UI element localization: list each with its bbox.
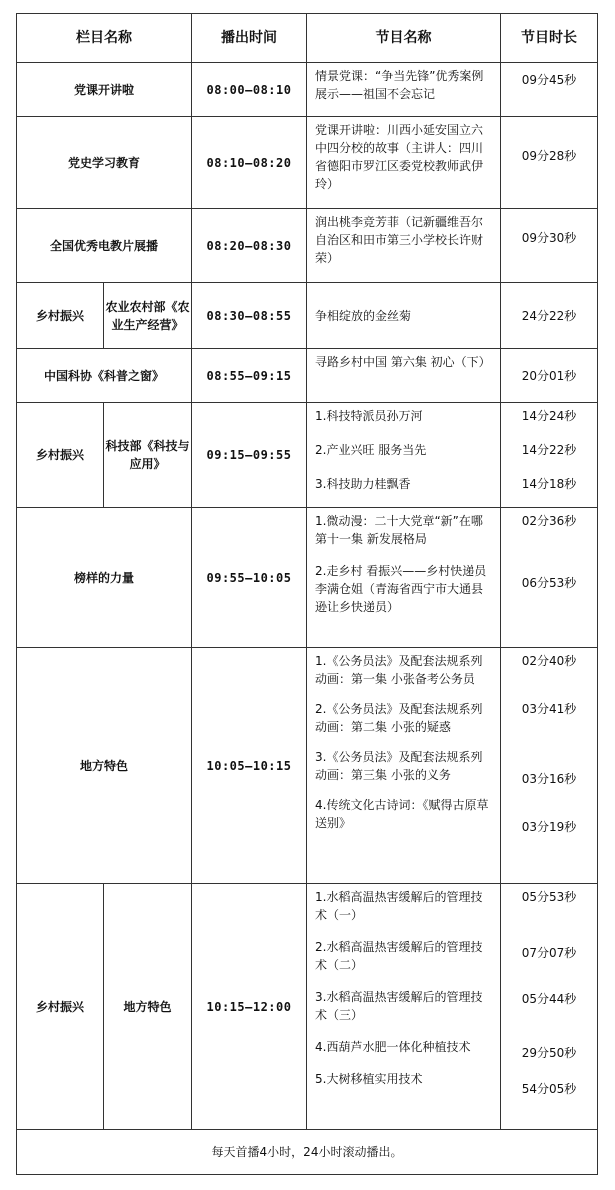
air-time: 09:15—09:55 bbox=[192, 403, 307, 508]
program-cell bbox=[307, 209, 501, 283]
duration-cell bbox=[501, 349, 598, 403]
header-duration: 节目时长 bbox=[501, 14, 598, 63]
header-program: 节目名称 bbox=[307, 14, 501, 63]
duration-cell bbox=[501, 117, 598, 209]
duration: 05分44秒 bbox=[521, 992, 577, 1006]
column-name: 党史学习教育 bbox=[17, 117, 192, 209]
air-time: 08:30—08:55 bbox=[192, 283, 307, 349]
column-name: 乡村振兴 bbox=[17, 884, 104, 1130]
program-title: 党课开讲啦：川西小延安国立六中四分校的故事（主讲人：四川省德阳市罗江区委党校教师武伊玲） bbox=[315, 123, 484, 191]
program-title: 4.西葫芦水肥一体化种植技术 bbox=[315, 1040, 471, 1054]
table-row bbox=[17, 349, 598, 403]
duration: 09分30秒 bbox=[521, 231, 577, 245]
header-column: 栏目名称 bbox=[17, 14, 192, 63]
duration: 03分19秒 bbox=[521, 820, 577, 834]
schedule-table bbox=[16, 13, 598, 1175]
duration: 14分18秒 bbox=[521, 477, 577, 491]
air-time: 10:05—10:15 bbox=[192, 648, 307, 884]
program-cell bbox=[307, 648, 501, 884]
air-time: 10:15—12:00 bbox=[192, 884, 307, 1130]
program-title: 1.水稻高温热害缓解后的管理技术（一） bbox=[315, 890, 483, 922]
header-row bbox=[17, 14, 598, 63]
table-row bbox=[17, 884, 598, 1130]
duration: 14分24秒 bbox=[521, 409, 577, 423]
table-row bbox=[17, 117, 598, 209]
duration: 20分01秒 bbox=[521, 368, 577, 383]
duration: 09分45秒 bbox=[521, 73, 577, 87]
program-title: 2.走乡村 看振兴——乡村快递员李满仓姐（青海省西宁市大通县逊让乡快递员） bbox=[315, 564, 487, 614]
footer-row bbox=[17, 1130, 598, 1175]
program-cell bbox=[307, 349, 501, 403]
duration: 05分53秒 bbox=[521, 890, 577, 904]
air-time: 08:10—08:20 bbox=[192, 117, 307, 209]
program-title: 寻路乡村中国 第六集 初心（下） bbox=[315, 355, 491, 369]
program-title: 3.《公务员法》及配套法规系列动画：第三集 小张的义务 bbox=[315, 750, 483, 782]
column-name: 榜样的力量 bbox=[17, 508, 192, 648]
program-cell bbox=[307, 403, 501, 508]
duration-cell bbox=[501, 403, 598, 508]
column-name: 党课开讲啦 bbox=[17, 63, 192, 117]
program-title: 2.《公务员法》及配套法规系列动画：第二集 小张的疑惑 bbox=[315, 702, 483, 734]
air-time: 08:55—09:15 bbox=[192, 349, 307, 403]
program-title: 润出桃李竞芳菲（记新疆维吾尔自治区和田市第三小学校长许财荣） bbox=[315, 215, 484, 265]
program-cell bbox=[307, 283, 501, 349]
table-row bbox=[17, 508, 598, 648]
column-name: 乡村振兴 bbox=[17, 403, 104, 508]
header-time: 播出时间 bbox=[192, 14, 307, 63]
table-row bbox=[17, 63, 598, 117]
sub-column-name: 科技部《科技与应用》 bbox=[104, 403, 192, 508]
column-name: 地方特色 bbox=[17, 648, 192, 884]
table-row bbox=[17, 403, 598, 508]
duration: 09分28秒 bbox=[521, 149, 577, 163]
program-title: 情景党课：“争当先锋”优秀案例展示——祖国不会忘记 bbox=[315, 69, 484, 101]
program-title: 1.科技特派员孙万河 bbox=[315, 409, 423, 423]
program-title: 2.水稻高温热害缓解后的管理技术（二） bbox=[315, 940, 483, 972]
table-row bbox=[17, 283, 598, 349]
duration: 06分53秒 bbox=[521, 576, 577, 590]
duration-cell bbox=[501, 63, 598, 117]
duration-cell bbox=[501, 508, 598, 648]
program-cell bbox=[307, 117, 501, 209]
footer-note: 每天首播4小时，24小时滚动播出。 bbox=[17, 1130, 598, 1175]
program-title: 争相绽放的金丝菊 bbox=[315, 308, 412, 323]
duration-cell bbox=[501, 648, 598, 884]
duration: 07分07秒 bbox=[521, 946, 577, 960]
program-cell bbox=[307, 508, 501, 648]
sub-column-name: 农业农村部《农业生产经营》 bbox=[104, 283, 192, 349]
table-row bbox=[17, 209, 598, 283]
sub-column-name: 地方特色 bbox=[104, 884, 192, 1130]
duration: 14分22秒 bbox=[521, 443, 577, 457]
duration: 02分36秒 bbox=[521, 514, 577, 528]
air-time: 09:55—10:05 bbox=[192, 508, 307, 648]
air-time: 08:00—08:10 bbox=[192, 63, 307, 117]
table-row bbox=[17, 648, 598, 884]
duration: 29分50秒 bbox=[521, 1046, 577, 1060]
program-cell bbox=[307, 884, 501, 1130]
schedule-table-container bbox=[16, 13, 597, 1175]
program-title: 3.科技助力桂飘香 bbox=[315, 477, 411, 491]
duration-cell bbox=[501, 209, 598, 283]
duration: 03分16秒 bbox=[521, 772, 577, 786]
duration-cell bbox=[501, 283, 598, 349]
program-title: 3.水稻高温热害缓解后的管理技术（三） bbox=[315, 990, 483, 1022]
program-title: 1.微动漫：二十大党章“新”在哪 第十一集 新发展格局 bbox=[315, 514, 483, 546]
column-name: 乡村振兴 bbox=[17, 283, 104, 349]
duration-cell bbox=[501, 884, 598, 1130]
duration: 02分40秒 bbox=[521, 654, 577, 668]
air-time: 08:20—08:30 bbox=[192, 209, 307, 283]
duration: 24分22秒 bbox=[521, 308, 577, 323]
duration: 54分05秒 bbox=[521, 1082, 577, 1096]
duration: 03分41秒 bbox=[521, 702, 577, 716]
program-title: 2.产业兴旺 服务当先 bbox=[315, 443, 427, 457]
column-name: 全国优秀电教片展播 bbox=[17, 209, 192, 283]
program-title: 5.大树移植实用技术 bbox=[315, 1072, 423, 1086]
program-title: 1.《公务员法》及配套法规系列动画：第一集 小张备考公务员 bbox=[315, 654, 483, 686]
program-title: 4.传统文化古诗词：《赋得古原草送别》 bbox=[315, 798, 489, 830]
column-name: 中国科协《科普之窗》 bbox=[17, 349, 192, 403]
program-cell bbox=[307, 63, 501, 117]
